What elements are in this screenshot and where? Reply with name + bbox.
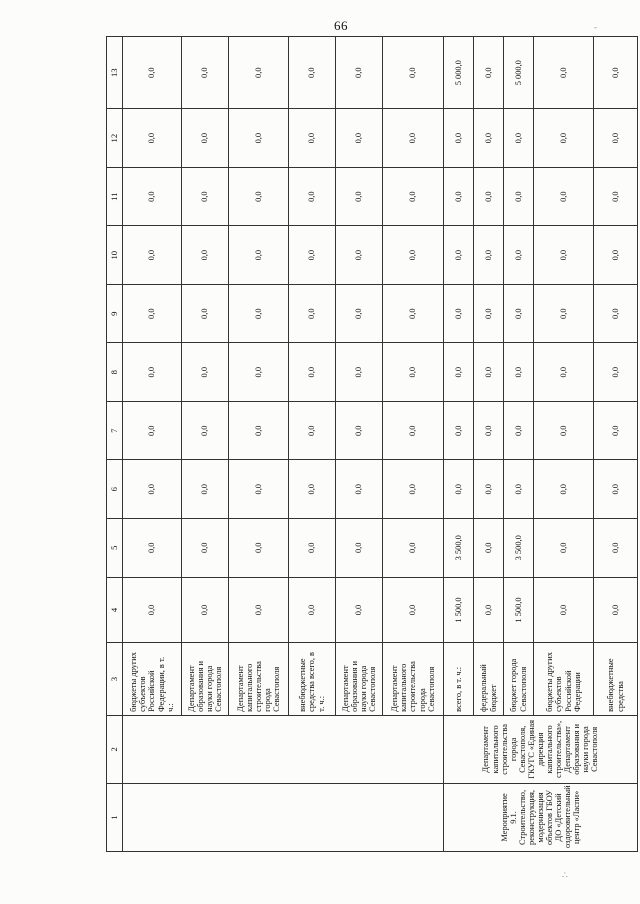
header-cell: 10 <box>107 226 123 285</box>
value-cell: 0,0 <box>504 109 534 168</box>
value-cell: 0,0 <box>474 37 504 109</box>
value-cell: 0,0 <box>229 519 289 578</box>
value-cell: 1 500,0 <box>504 577 534 643</box>
value-cell: 0,0 <box>123 109 182 168</box>
value-cell: 0,0 <box>534 460 594 519</box>
value-cell: 0,0 <box>229 284 289 343</box>
value-cell: 3 500,0 <box>444 519 474 578</box>
value-cell: 0,0 <box>336 401 383 460</box>
value-cell: 0,0 <box>594 577 638 643</box>
value-cell: 0,0 <box>123 460 182 519</box>
funding-source-cell: всего, в т. ч.: <box>444 643 474 715</box>
value-cell: 0,0 <box>289 167 336 226</box>
value-cell: 0,0 <box>504 401 534 460</box>
value-cell: 0,0 <box>289 226 336 285</box>
value-cell: 0,0 <box>594 519 638 578</box>
value-cell: 0,0 <box>383 460 444 519</box>
value-cell: 0,0 <box>594 460 638 519</box>
value-cell: 0,0 <box>534 343 594 402</box>
value-cell: 0,0 <box>504 284 534 343</box>
header-cell: 8 <box>107 343 123 402</box>
value-cell: 0,0 <box>594 343 638 402</box>
funding-source-cell: внебюджетные средства всего, в т. ч.: <box>289 643 336 715</box>
measure-cell-empty <box>123 783 444 851</box>
value-cell: 0,0 <box>182 109 229 168</box>
header-cell: 7 <box>107 401 123 460</box>
header-cell: 1 <box>107 783 123 851</box>
value-cell: 0,0 <box>594 109 638 168</box>
value-cell: 0,0 <box>594 401 638 460</box>
value-cell: 0,0 <box>594 167 638 226</box>
value-cell: 0,0 <box>229 401 289 460</box>
value-cell: 0,0 <box>336 167 383 226</box>
value-cell: 0,0 <box>444 284 474 343</box>
value-cell: 0,0 <box>444 460 474 519</box>
value-cell: 0,0 <box>534 109 594 168</box>
value-cell: 0,0 <box>383 401 444 460</box>
value-cell: 0,0 <box>182 460 229 519</box>
value-cell: 0,0 <box>504 343 534 402</box>
value-cell: 0,0 <box>289 519 336 578</box>
value-cell: 0,0 <box>444 226 474 285</box>
value-cell: 0,0 <box>474 284 504 343</box>
value-cell: 0,0 <box>182 37 229 109</box>
value-cell: 0,0 <box>229 460 289 519</box>
value-cell: 0,0 <box>474 109 504 168</box>
value-cell: 0,0 <box>534 226 594 285</box>
header-cell: 2 <box>107 715 123 783</box>
value-cell: 0,0 <box>336 37 383 109</box>
value-cell: 0,0 <box>182 519 229 578</box>
value-cell: 0,0 <box>504 226 534 285</box>
value-cell: 0,0 <box>383 226 444 285</box>
header-cell: 6 <box>107 460 123 519</box>
header-cell: 3 <box>107 643 123 715</box>
value-cell: 0,0 <box>594 284 638 343</box>
value-cell: 0,0 <box>289 284 336 343</box>
value-cell: 0,0 <box>182 343 229 402</box>
value-cell: 3 500,0 <box>504 519 534 578</box>
margin-mark: - <box>594 22 597 32</box>
value-cell: 5 000,0 <box>504 37 534 109</box>
value-cell: 0,0 <box>534 401 594 460</box>
funding-source-cell: федеральный бюджет <box>474 643 504 715</box>
executor-cell-empty <box>123 715 444 783</box>
value-cell: 0,0 <box>336 226 383 285</box>
value-cell: 0,0 <box>229 37 289 109</box>
value-cell: 0,0 <box>336 577 383 643</box>
value-cell: 0,0 <box>336 284 383 343</box>
value-cell: 0,0 <box>229 109 289 168</box>
value-cell: 0,0 <box>336 109 383 168</box>
value-cell: 0,0 <box>229 167 289 226</box>
header-cell: 12 <box>107 109 123 168</box>
value-cell: 0,0 <box>289 401 336 460</box>
value-cell: 0,0 <box>383 37 444 109</box>
value-cell: 0,0 <box>123 577 182 643</box>
value-cell: 0,0 <box>229 343 289 402</box>
value-cell: 0,0 <box>182 401 229 460</box>
value-cell: 0,0 <box>444 401 474 460</box>
funding-source-cell: бюджеты других субъектов Российской Федерации, в т. ч.: <box>123 643 182 715</box>
header-cell: 11 <box>107 167 123 226</box>
value-cell: 0,0 <box>444 343 474 402</box>
value-cell: 0,0 <box>383 167 444 226</box>
value-cell: 0,0 <box>474 577 504 643</box>
value-cell: 0,0 <box>229 226 289 285</box>
value-cell: 0,0 <box>123 37 182 109</box>
executor-cell: Департамент капитального строительства города Севастополя, ГКУГС «Единая дирекция капитального строительства», Департамент образования и науки города Севастополя <box>444 715 638 783</box>
value-cell: 0,0 <box>474 343 504 402</box>
value-cell: 0,0 <box>289 37 336 109</box>
funding-source-cell: Департамент капитального строительства города Севастополя <box>383 643 444 715</box>
rotated-table-container <box>106 36 634 852</box>
value-cell: 0,0 <box>383 284 444 343</box>
value-cell: 0,0 <box>123 284 182 343</box>
funding-source-cell: бюджеты других субъектов Российской Федерации <box>534 643 594 715</box>
funding-source-cell: Департамент капитального строительства города Севастополя <box>229 643 289 715</box>
value-cell: 0,0 <box>229 577 289 643</box>
value-cell: 0,0 <box>534 167 594 226</box>
scan-artifact-mark: ∴ <box>562 870 568 880</box>
funding-source-cell: бюджет города Севастополя <box>504 643 534 715</box>
measure-cell: Мероприятие 9.1. Строительство, реконструкция, модернизация объектов ГБОУ ДО «Детский оздоровительный центр «Ласпи» <box>444 783 638 851</box>
value-cell: 0,0 <box>383 519 444 578</box>
header-row <box>107 37 123 852</box>
value-cell: 0,0 <box>336 460 383 519</box>
budget-table <box>106 36 638 852</box>
value-cell: 0,0 <box>534 37 594 109</box>
header-cell: 4 <box>107 577 123 643</box>
value-cell: 0,0 <box>444 109 474 168</box>
value-cell: 0,0 <box>474 401 504 460</box>
funding-source-cell: внебюджетные средства <box>594 643 638 715</box>
value-cell: 0,0 <box>534 577 594 643</box>
value-cell: 0,0 <box>594 226 638 285</box>
table-row <box>444 37 474 852</box>
funding-source-cell: Департамент образования и науки города Севастополя <box>182 643 229 715</box>
value-cell: 0,0 <box>594 37 638 109</box>
value-cell: 0,0 <box>123 519 182 578</box>
value-cell: 0,0 <box>336 519 383 578</box>
value-cell: 0,0 <box>123 343 182 402</box>
value-cell: 0,0 <box>474 167 504 226</box>
value-cell: 0,0 <box>534 284 594 343</box>
value-cell: 0,0 <box>474 226 504 285</box>
funding-source-cell: Департамент образования и науки города Севастополя <box>336 643 383 715</box>
value-cell: 0,0 <box>182 577 229 643</box>
value-cell: 0,0 <box>289 343 336 402</box>
value-cell: 0,0 <box>336 343 383 402</box>
value-cell: 0,0 <box>289 109 336 168</box>
value-cell: 0,0 <box>383 577 444 643</box>
value-cell: 0,0 <box>182 284 229 343</box>
header-cell: 13 <box>107 37 123 109</box>
value-cell: 0,0 <box>504 460 534 519</box>
value-cell: 0,0 <box>289 577 336 643</box>
value-cell: 0,0 <box>534 519 594 578</box>
value-cell: 5 000,0 <box>444 37 474 109</box>
value-cell: 0,0 <box>182 167 229 226</box>
value-cell: 0,0 <box>123 226 182 285</box>
header-cell: 9 <box>107 284 123 343</box>
header-cell: 5 <box>107 519 123 578</box>
value-cell: 0,0 <box>289 460 336 519</box>
page-number: 66 <box>334 18 348 33</box>
value-cell: 0,0 <box>474 519 504 578</box>
value-cell: 0,0 <box>383 343 444 402</box>
value-cell: 0,0 <box>383 109 444 168</box>
value-cell: 0,0 <box>474 460 504 519</box>
value-cell: 0,0 <box>444 167 474 226</box>
table-row <box>123 37 182 852</box>
value-cell: 0,0 <box>123 401 182 460</box>
value-cell: 0,0 <box>123 167 182 226</box>
value-cell: 0,0 <box>504 167 534 226</box>
value-cell: 0,0 <box>182 226 229 285</box>
value-cell: 1 500,0 <box>444 577 474 643</box>
